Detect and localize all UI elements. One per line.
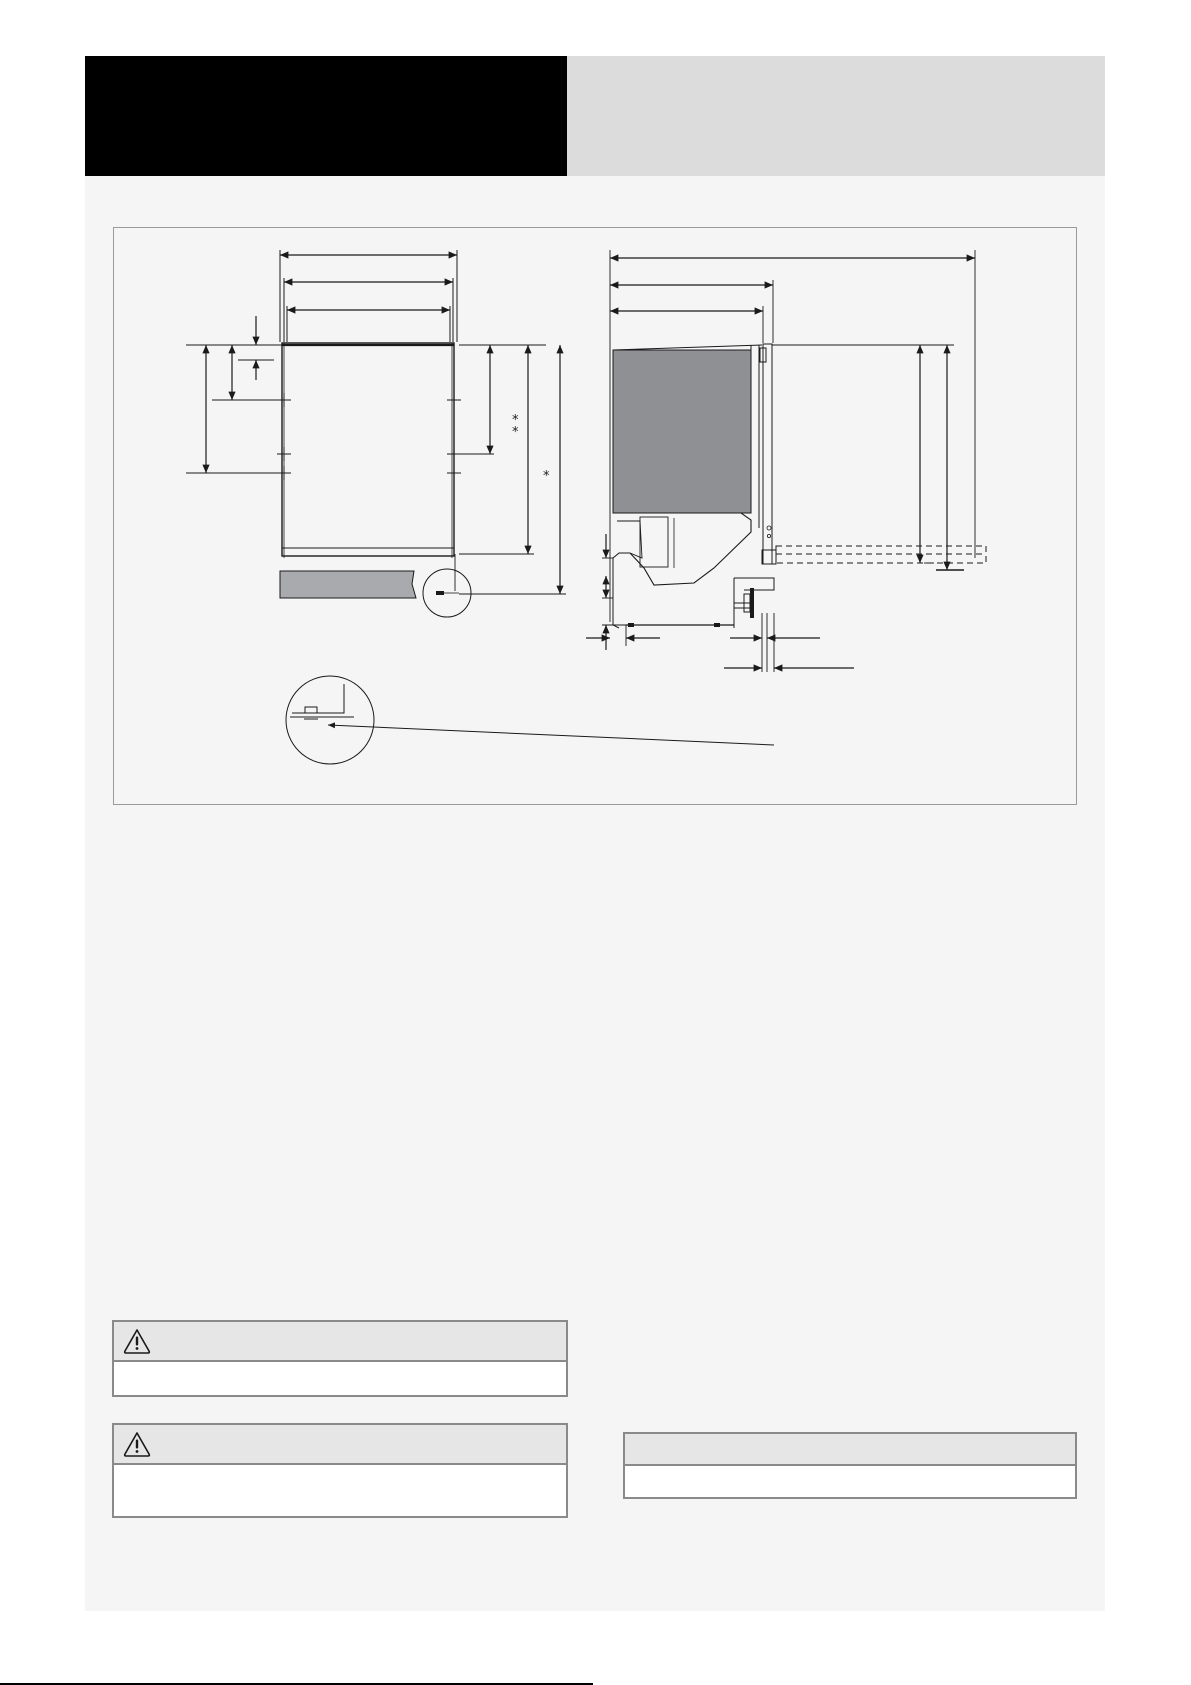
- warning-notice-1: [112, 1320, 568, 1397]
- warning-icon: [122, 1327, 152, 1355]
- side-door-open-dashed: [776, 546, 986, 563]
- single-star-marker: *: [543, 469, 550, 484]
- double-star-marker-2: *: [512, 425, 519, 440]
- side-appliance-tub: [613, 350, 751, 513]
- header-title-block: [85, 56, 567, 176]
- installation-dimension-diagram: [113, 227, 1077, 805]
- warning-notice-2-header: [114, 1425, 566, 1465]
- info-notice: [623, 1432, 1077, 1499]
- front-appliance-body: [282, 343, 454, 556]
- side-view: [586, 250, 986, 672]
- diagram-svg: [114, 228, 1078, 806]
- header-subtitle-block: [567, 56, 1105, 176]
- warning-icon: [122, 1430, 152, 1458]
- warning-notice-2: [112, 1423, 568, 1518]
- front-kickboard-panel: [280, 571, 416, 598]
- detail-magnified-circle: [286, 676, 374, 764]
- warning-notice-1-header: [114, 1322, 566, 1362]
- double-star-marker-1: *: [512, 413, 519, 428]
- info-notice-header: [625, 1434, 1075, 1466]
- side-door: [763, 344, 772, 564]
- detail-leader-line: [328, 725, 774, 745]
